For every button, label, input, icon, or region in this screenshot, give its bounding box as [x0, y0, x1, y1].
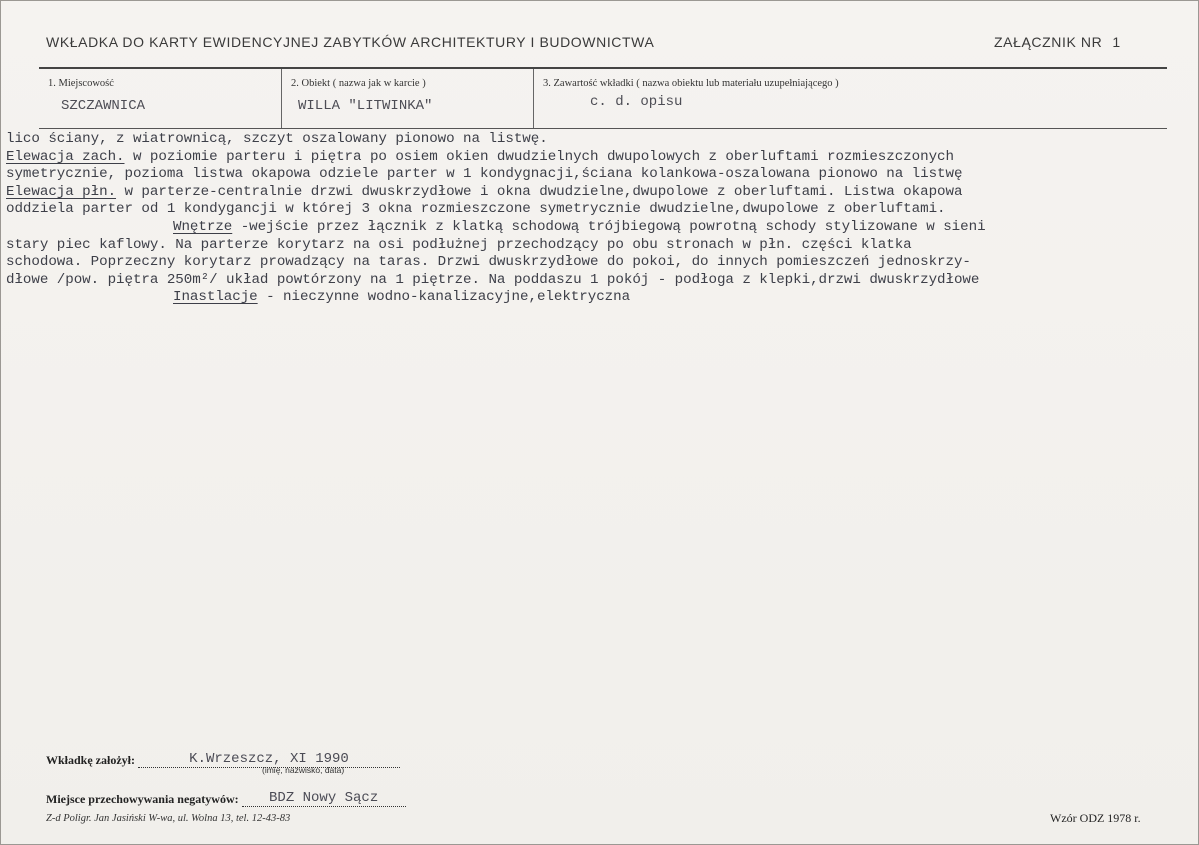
section-heading-installations: Inastlacje	[173, 289, 258, 306]
contents-label: 3. Zawartość wkładki ( nazwa obiektu lub materiału uzupełniającego )	[543, 78, 839, 89]
annex-label-text: ZAŁĄCZNIK NR	[994, 34, 1103, 50]
negatives-label: Miejsce przechowywania negatywów:	[46, 792, 239, 806]
printer-imprint: Z-d Poligr. Jan Jasiński W-wa, ul. Wolna 13, tel. 12-43-83	[46, 813, 291, 824]
locality-field	[39, 69, 281, 128]
text-line: oddziela parter od 1 kondygancji w której 3 okna rozmieszczone symetrycznie dwudzielne,dwupolowe z oberluftami.	[6, 201, 946, 218]
created-by-label: Wkładkę założył:	[46, 753, 135, 767]
text-line: stary piec kaflowy. Na parterze korytarz na osi podłużnej przechodzący po obu stronach w płn. części klatka	[6, 236, 912, 253]
text-line: symetrycznie, pozioma listwa okapowa odziele parter w 1 kondygnacji,ściana kolankowa-oszalowana pionowo na listwę	[6, 166, 963, 183]
object-field	[281, 69, 534, 128]
text-fragment: w parterze-centralnie drzwi dwuskrzydłowe i okna dwudzielne,dwupolowe z oberluftami. Listwa okapowa	[116, 183, 963, 200]
object-value: WILLA "LITWINKA"	[298, 98, 433, 114]
text-line	[6, 289, 1198, 307]
locality-label: 1. Miejscowość	[48, 78, 114, 89]
annex-label	[994, 34, 1121, 50]
section-heading-interior: Wnętrze	[173, 218, 233, 235]
header-fields	[39, 67, 1167, 129]
text-fragment: -wejście przez łącznik z klatką schodową trójbiegową powrotną schody stylizowane w sieni	[232, 218, 986, 235]
section-heading-north: Elewacja płn.	[6, 183, 117, 200]
negatives-row	[46, 792, 406, 809]
created-by-caption: (imię, nazwisko, data)	[262, 765, 345, 775]
created-by-value: K.Wrzeszcz, XI 1990	[138, 751, 400, 768]
text-fragment: - nieczynne wodno-kanalizacyjne,elektryczna	[257, 289, 631, 306]
description-text	[6, 131, 1198, 307]
text-fragment: w poziomie parteru i piętra po osiem okien dwudzielnych dwupolowych z oberluftami rozmieszczonych	[124, 148, 954, 165]
text-line: schodowa. Poprzeczny korytarz prowadzący na taras. Drzwi dwuskrzydłowe do pokoi, do innych pomieszczeń jednoskrzy-	[6, 254, 971, 271]
created-by-row	[46, 753, 400, 770]
contents-value: c. d. opisu	[590, 94, 683, 110]
object-label: 2. Obiekt ( nazwa jak w karcie )	[291, 78, 426, 89]
contents-field	[533, 69, 1167, 128]
annex-number: 1	[1112, 34, 1121, 50]
negatives-value: BDZ Nowy Sącz	[242, 790, 406, 807]
text-line: dłowe /pow. piętra 250m²/ układ powtórzony na 1 piętrze. Na poddaszu 1 pokój - podłoga z klepki,drzwi dwuskrzydłowe	[6, 271, 980, 288]
text-line: lico ściany, z wiatrownicą, szczyt oszalowany pionowo na listwę.	[6, 131, 548, 147]
text-line	[6, 184, 1198, 202]
text-line	[6, 219, 1198, 237]
text-line	[6, 149, 1198, 167]
section-heading-west: Elewacja zach.	[6, 148, 125, 165]
locality-value: SZCZAWNICA	[61, 98, 146, 114]
form-pattern: Wzór ODZ 1978 r.	[1050, 811, 1141, 825]
card-title: WKŁADKA DO KARTY EWIDENCYJNEJ ZABYTKÓW ARCHITEKTURY I BUDOWNICTWA	[46, 34, 655, 50]
